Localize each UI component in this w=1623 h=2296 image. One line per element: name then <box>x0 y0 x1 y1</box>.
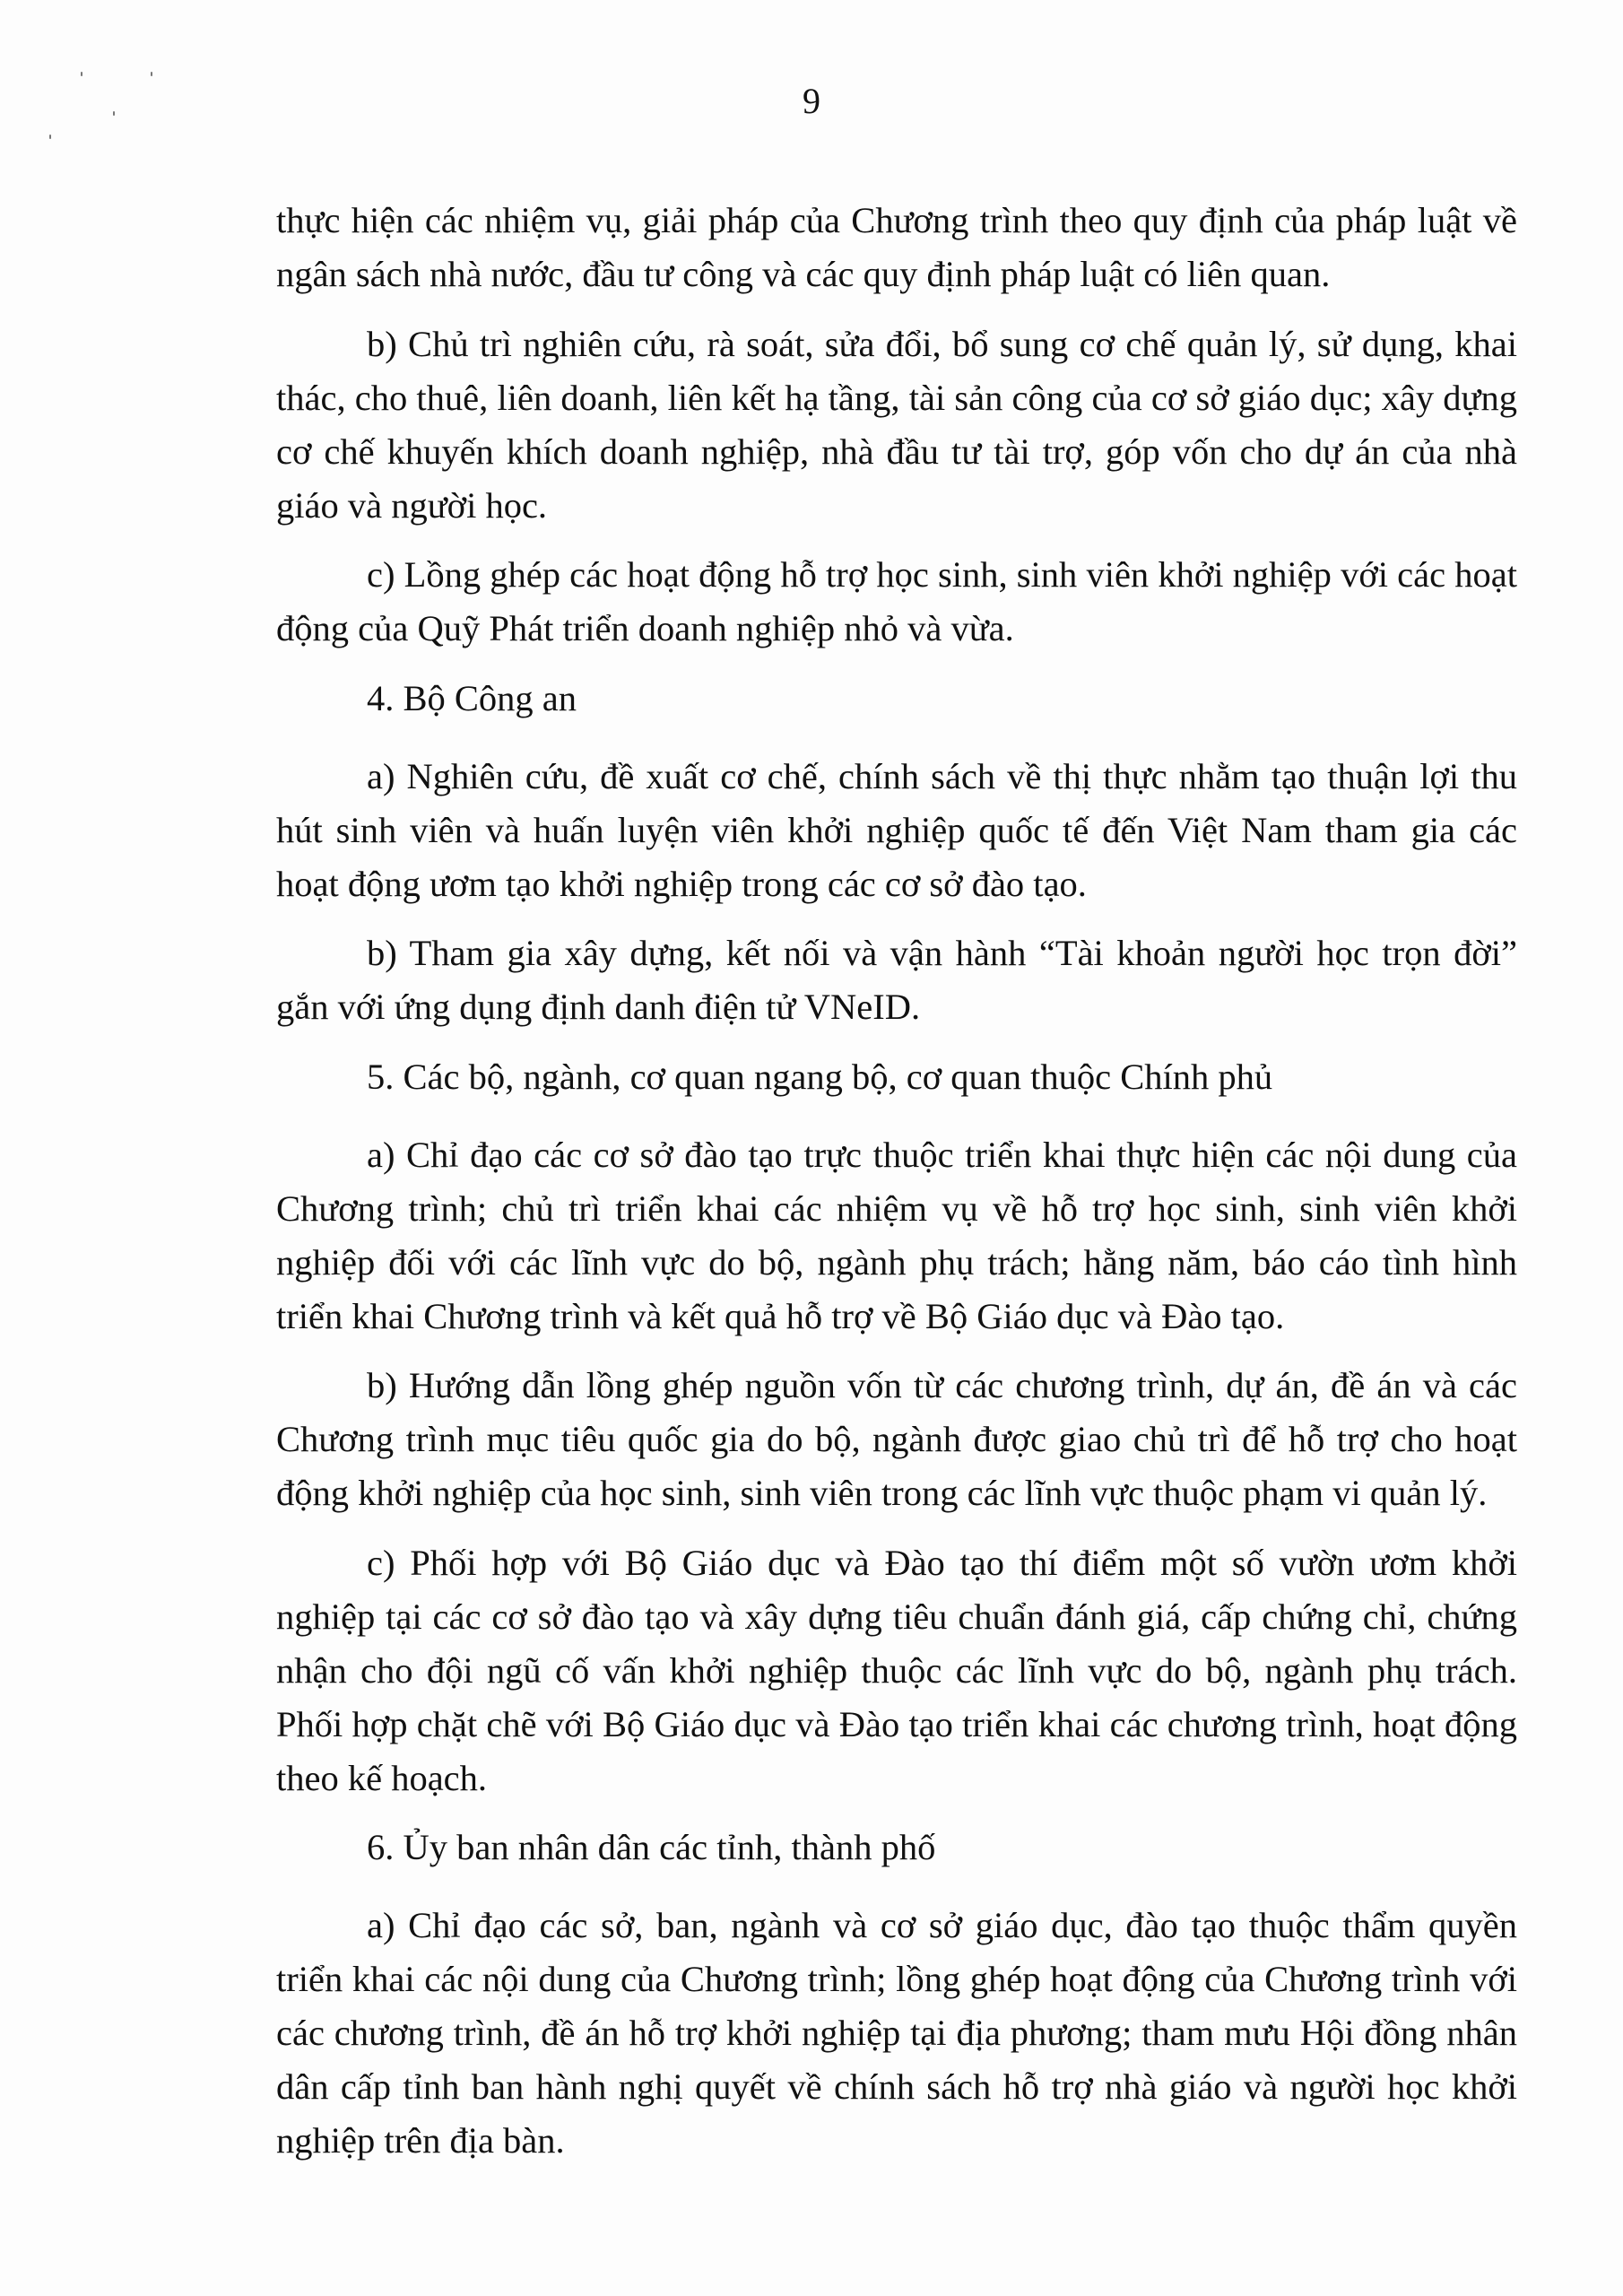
section-heading-4: 4. Bộ Công an <box>367 677 577 718</box>
scan-speck <box>49 135 51 139</box>
paragraph-3b: b) Chủ trì nghiên cứu, rà soát, sửa đổi, bổ sung cơ chế quản lý, sử dụng, khai thác, cho thuê, liên doanh, liên kết hạ tầng, tài sản công của cơ sở giáo dục; xây dựng cơ chế khuyến khích doanh nghiệp, nhà đầu tư tài trợ, góp vốn cho dự án của nhà giáo và người học. <box>276 323 1517 526</box>
paragraph-3c: c) Lồng ghép các hoạt động hỗ trợ học sinh, sinh viên khởi nghiệp với các hoạt động của Quỹ Phát triển doanh nghiệp nhỏ và vừa. <box>276 554 1517 648</box>
section-heading-5: 5. Các bộ, ngành, cơ quan ngang bộ, cơ quan thuộc Chính phủ <box>367 1056 1273 1097</box>
section-heading-6: 6. Ủy ban nhân dân các tỉnh, thành phố <box>367 1827 936 1867</box>
page-number: 9 <box>803 81 820 121</box>
document-body <box>276 194 1517 2184</box>
paragraph-6a: a) Chỉ đạo các sở, ban, ngành và cơ sở giáo dục, đào tạo thuộc thẩm quyền triển khai các nội dung của Chương trình; lồng ghép hoạt động của Chương trình với các chương trình, đề án hỗ trợ khởi nghiệp tại địa phương; tham mưu Hội đồng nhân dân cấp tỉnh ban hành nghị quyết về chính sách hỗ trợ nhà giáo và người học khởi nghiệp trên địa bàn. <box>276 1905 1517 2161</box>
paragraph-continuation: thực hiện các nhiệm vụ, giải pháp của Chương trình theo quy định của pháp luật về ngân sách nhà nước, đầu tư công và các quy định pháp luật có liên quan. <box>276 200 1517 294</box>
paragraph-5a: a) Chỉ đạo các cơ sở đào tạo trực thuộc triển khai thực hiện các nội dung của Chương trình; chủ trì triển khai các nhiệm vụ về hỗ trợ học sinh, sinh viên khởi nghiệp đối với các lĩnh vực do bộ, ngành phụ trách; hằng năm, báo cáo tình hình triển khai Chương trình và kết quả hỗ trợ về Bộ Giáo dục và Đào tạo. <box>276 1134 1517 1336</box>
paragraph-4a: a) Nghiên cứu, đề xuất cơ chế, chính sách về thị thực nhằm tạo thuận lợi thu hút sinh viên và huấn luyện viên khởi nghiệp quốc tế đến Việt Nam tham gia các hoạt động ươm tạo khởi nghiệp trong các cơ sở đào tạo. <box>276 755 1517 904</box>
paragraph-5b: b) Hướng dẫn lồng ghép nguồn vốn từ các chương trình, dự án, đề án và các Chương trình mục tiêu quốc gia do bộ, ngành được giao chủ trì để hỗ trợ cho hoạt động khởi nghiệp của học sinh, sinh viên trong các lĩnh vực thuộc phạm vi quản lý. <box>276 1365 1517 1513</box>
scan-speck <box>151 72 152 76</box>
paragraph-4b: b) Tham gia xây dựng, kết nối và vận hành “Tài khoản người học trọn đời” gắn với ứng dụng định danh điện tử VNeID. <box>276 933 1517 1027</box>
paragraph-5c: c) Phối hợp với Bộ Giáo dục và Đào tạo thí điểm một số vườn ươm khởi nghiệp tại các cơ sở đào tạo và xây dựng tiêu chuẩn đánh giá, cấp chứng chỉ, chứng nhận cho đội ngũ cố vấn khởi nghiệp thuộc các lĩnh vực do bộ, ngành phụ trách. Phối hợp chặt chẽ với Bộ Giáo dục và Đào tạo triển khai các chương trình, hoạt động theo kế hoạch. <box>276 1542 1517 1798</box>
scan-speck <box>81 72 82 76</box>
